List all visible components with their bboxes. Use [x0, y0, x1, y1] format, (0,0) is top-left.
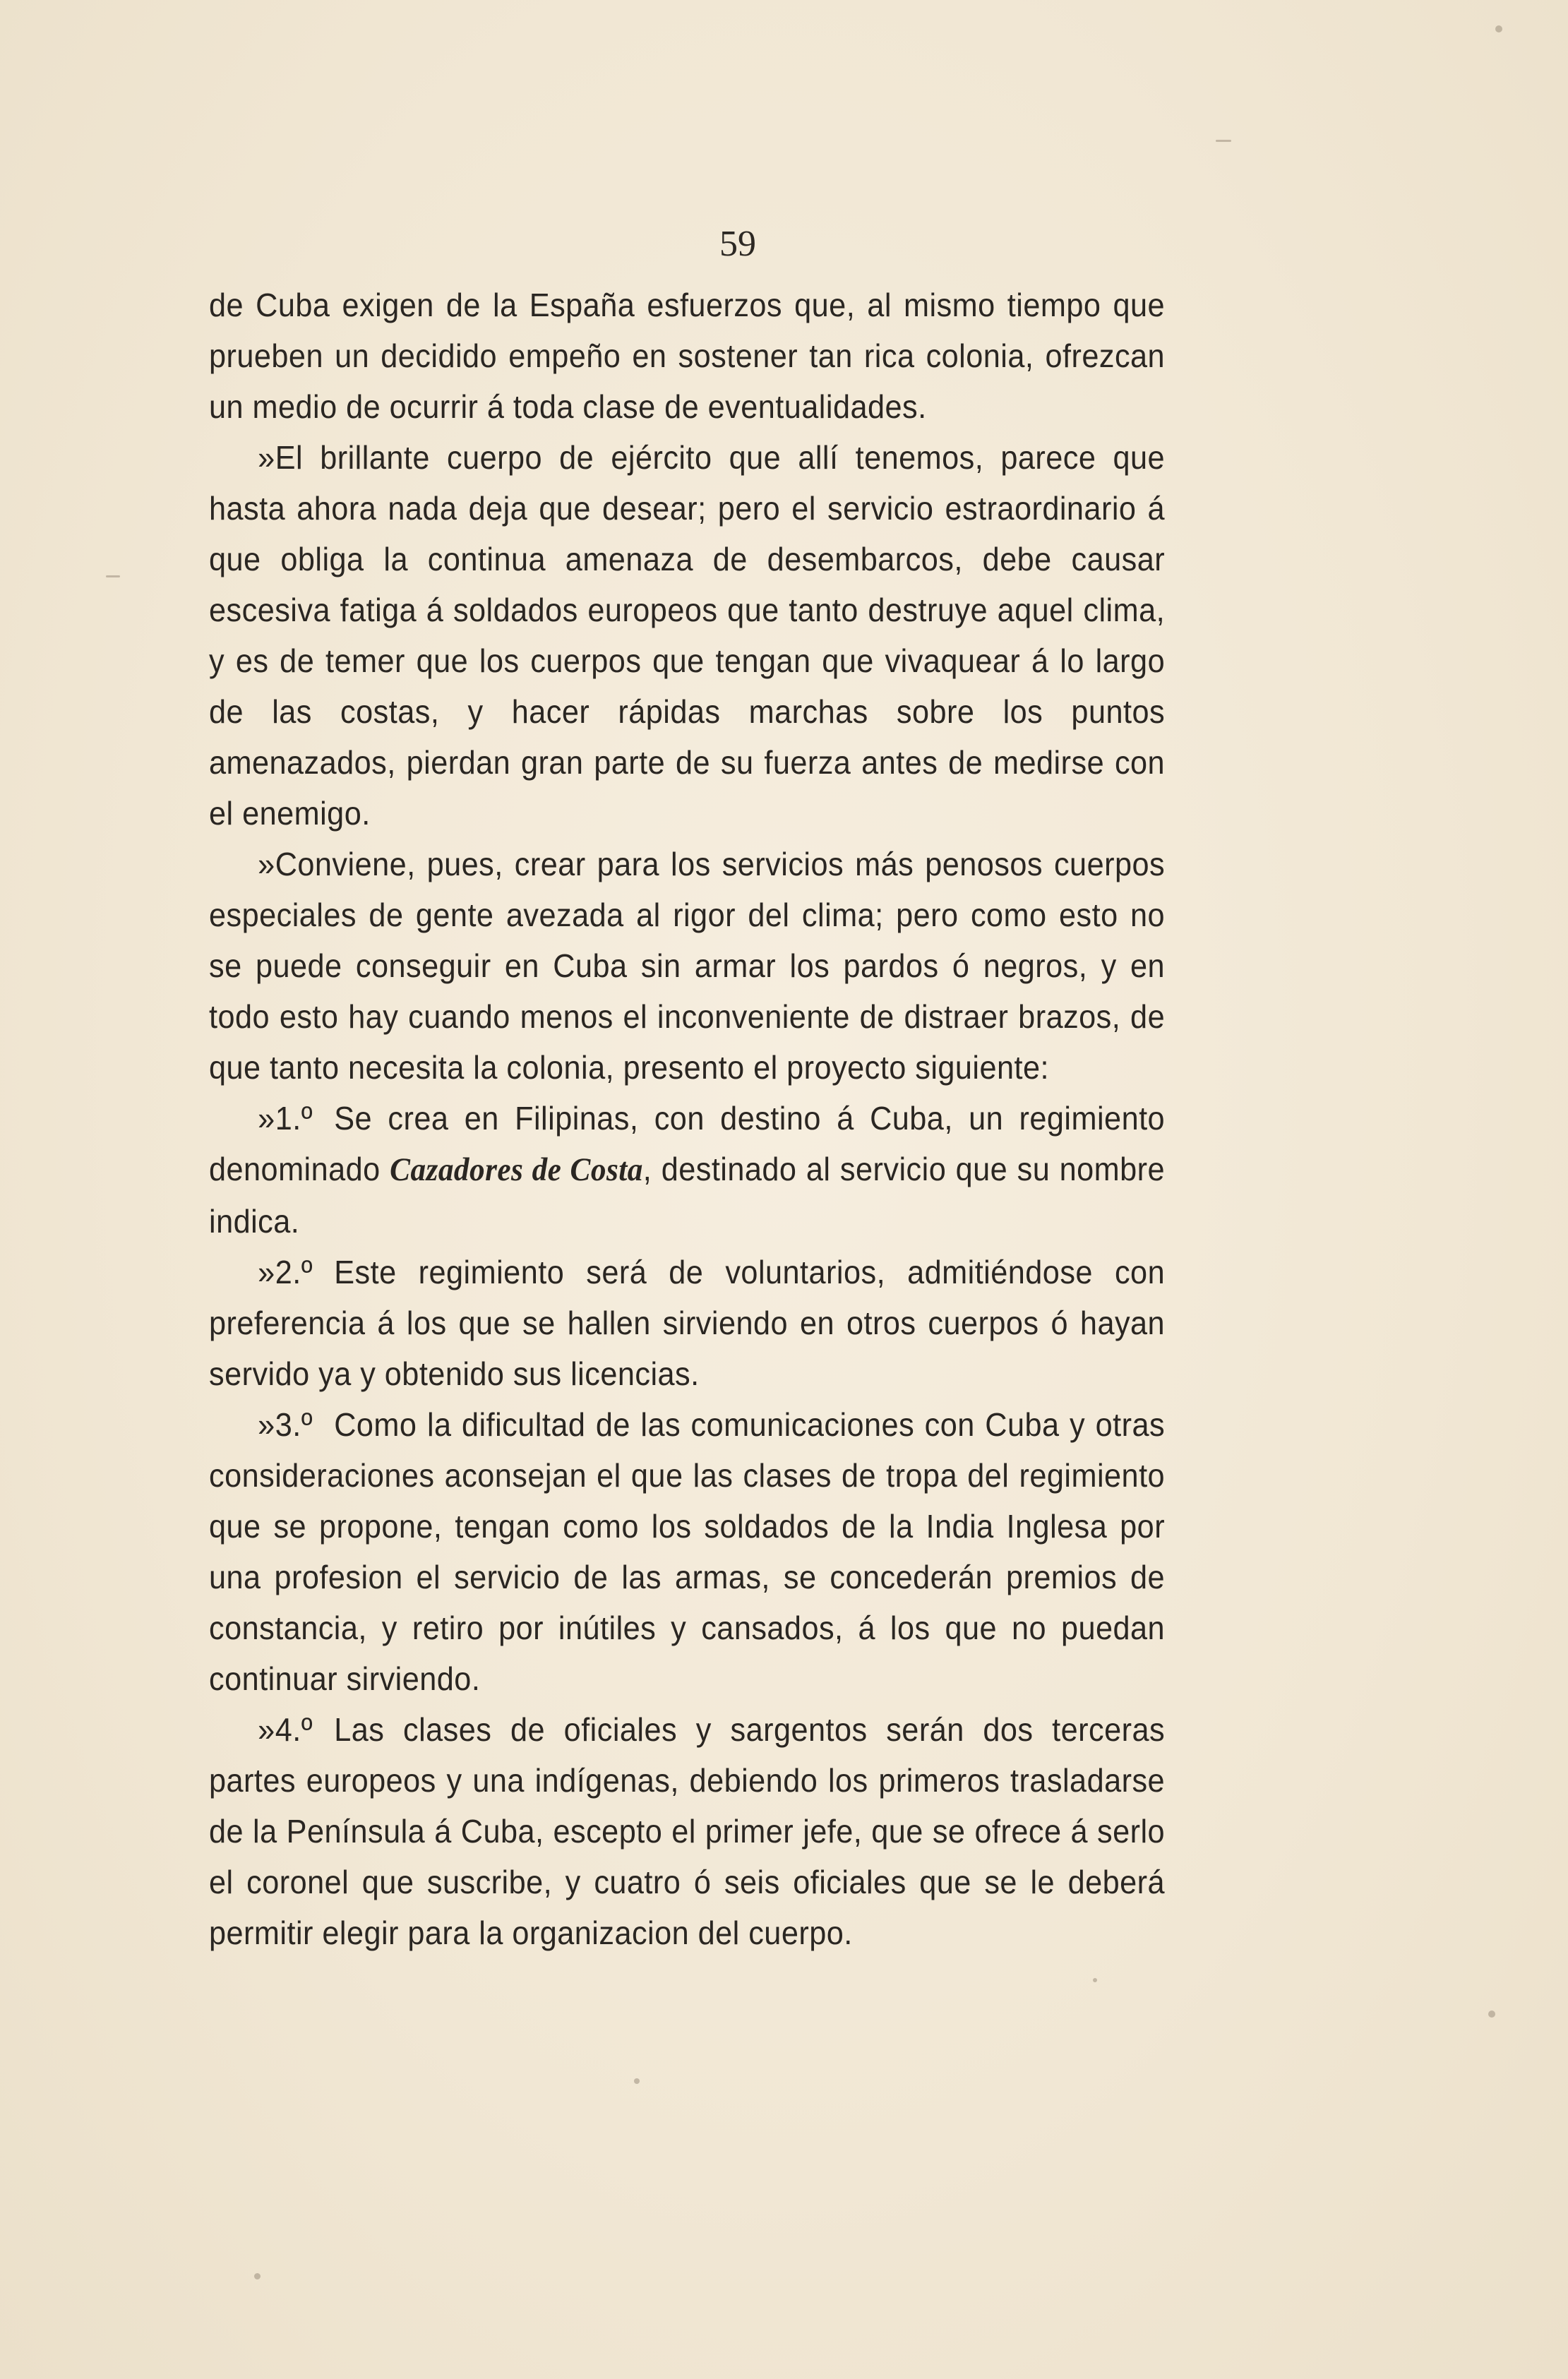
article-number: »2.º: [258, 1254, 313, 1290]
article-text: Las clases de oficiales y sargentos serán dos terceras partes europeos y una indígenas, debiendo los primeros trasladarse de la Península á Cuba, escepto el primer jefe, que se ofrece á serlo el coronel que suscribe, y cuatro ó seis oficiales que se le deberá permitir elegir para la organizacion del cuerpo.: [209, 1711, 1166, 1951]
paper-speck: [634, 2078, 640, 2084]
article-paragraph: [209, 1399, 1165, 1704]
article-paragraph: [209, 1247, 1165, 1399]
paper-speck: [1495, 25, 1502, 32]
body-text: [209, 280, 1165, 1958]
regiment-name: Cazadores de Costa: [390, 1152, 643, 1188]
article-number: »3.º: [258, 1406, 313, 1443]
paragraph: »Conviene, pues, crear para los servicios más penosos cuerpos especiales de gente avezada al rigor del clima; pero como esto no se puede conseguir en Cuba sin armar los pardos ó negros, y en todo esto hay cuando menos el inconveniente de distraer brazos, de que tanto necesita la colonia, presento el proyecto siguiente:: [209, 846, 1166, 1086]
article-text: Se crea en Filipinas, con destino á Cuba, un regimiento denominado: [209, 1100, 1166, 1187]
paragraph: »El brillante cuerpo de ejército que allí tenemos, parece que hasta ahora nada deja que desear; pero el servicio estraordinario á que obliga la continua amenaza de desembarcos, debe causar escesiva fatiga á soldados europeos que tanto destruye aquel clima, y es de temer que los cuerpos que tengan que vivaquear á lo largo de las costas, y hacer rápidas marchas sobre los puntos amenazados, pierdan gran parte de su fuerza antes de medirse con el enemigo.: [209, 439, 1166, 832]
paper-speck: [254, 2273, 261, 2279]
article-text: Como la dificultad de las comunicaciones con Cuba y otras consideraciones aconsejan el que las clases de tropa del regimiento que se propone, tengan como los soldados de la India Inglesa por una profesion el servicio de las armas, se concederán premios de constancia, y retiro por inútiles y cansados, á los que no puedan continuar sirviendo.: [209, 1406, 1166, 1697]
article-paragraph: [209, 1093, 1165, 1247]
article-paragraph: [209, 1704, 1165, 1958]
paper-speck: [1093, 1978, 1097, 1982]
article-text: , destinado al servicio que su nombre indica.: [209, 1151, 1166, 1240]
article-number: »4.º: [258, 1711, 313, 1748]
paper-speck: [1488, 2011, 1495, 2018]
paper-speck: [106, 575, 120, 577]
article-text: Este regimiento será de voluntarios, admitiéndose con preferencia á los que se hallen sirviendo en otros cuerpos ó hayan servido ya y obtenido sus licencias.: [209, 1254, 1166, 1392]
article-number: »1.º: [258, 1100, 313, 1137]
paragraph: de Cuba exigen de la España esfuerzos que, al mismo tiempo que prueben un decidido empeño en sostener tan rica colonia, ofrezcan un medio de ocurrir á toda clase de eventualidades.: [209, 287, 1166, 425]
page-number: 59: [719, 224, 756, 264]
paper-speck: [1216, 140, 1231, 142]
